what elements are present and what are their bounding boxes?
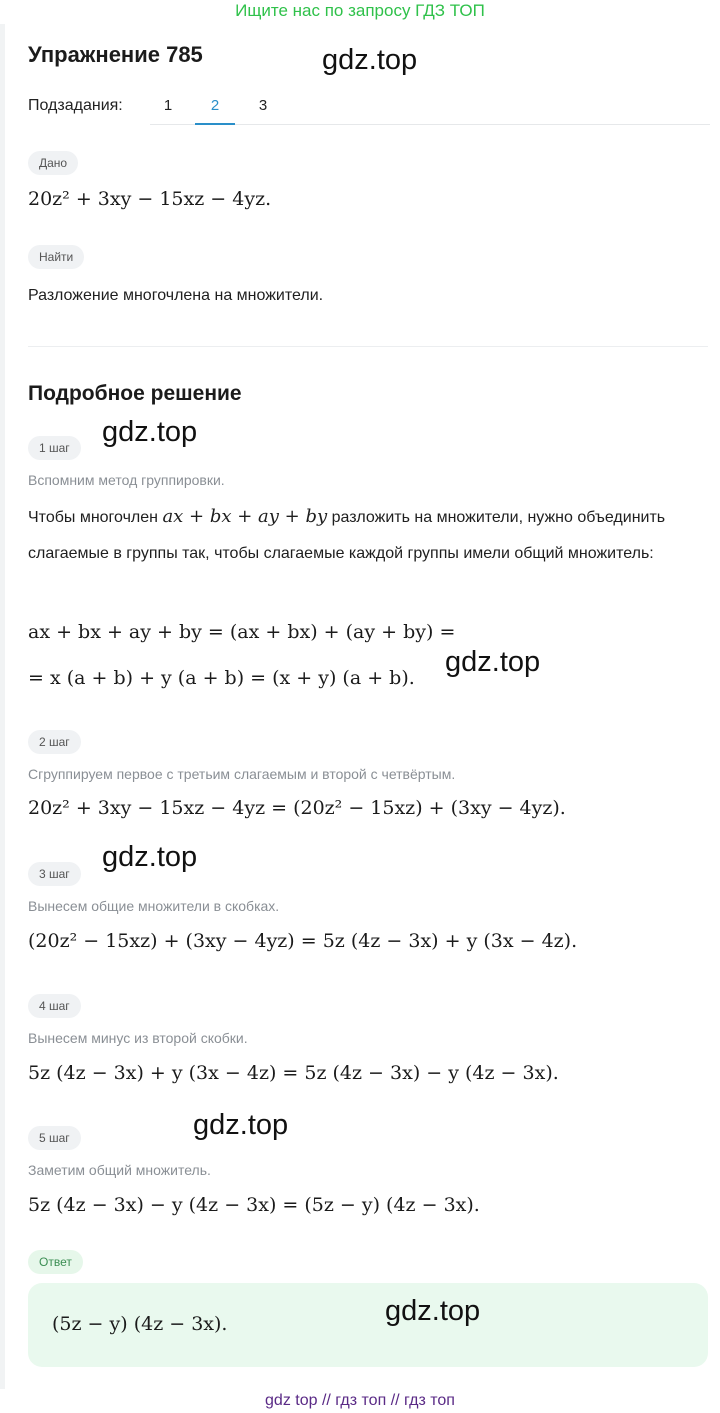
active-tab-indicator (195, 123, 235, 125)
watermark: gdz.top (102, 841, 198, 873)
step-3-note: Вынесем общие множители в скобках. (28, 898, 280, 914)
search-banner: Ищите нас по запросу ГДЗ ТОП (235, 1, 485, 20)
watermark: gdz.top (385, 1295, 481, 1327)
given-badge: Дано (28, 151, 78, 175)
answer-box (28, 1283, 708, 1367)
step-2-badge: 2 шаг (28, 730, 81, 754)
exercise-card (5, 24, 720, 1389)
step-5-note: Заметим общий множитель. (28, 1162, 211, 1178)
step-1-para-math: ax + bx + ay + by (162, 506, 328, 527)
step-1-line-2: = x (a + b) + y (a + b) = (x + y) (a + b). (28, 667, 415, 689)
subtask-tab-3[interactable]: 3 (258, 97, 268, 114)
step-1-para-after: разложить на множители, нужно объединить слагаемые в группы так, чтобы слагаемые каждой группы имели общий множитель: (28, 509, 666, 562)
watermark: gdz.top (102, 416, 198, 448)
subtask-tab-1[interactable]: 1 (163, 97, 173, 114)
step-4-note: Вынесем минус из второй скобки. (28, 1030, 248, 1046)
watermark: gdz.top (322, 44, 418, 76)
step-1-note: Вспомним метод группировки. (28, 472, 225, 488)
watermark: gdz.top (445, 646, 541, 678)
answer-badge: Ответ (28, 1250, 83, 1274)
step-5-line-1: 5z (4z − 3x) − y (4z − 3x) = (5z − y) (4z − 3x). (28, 1194, 480, 1216)
step-2-note: Сгруппируем первое с третьим слагаемым и второй с четвёртым. (28, 766, 456, 782)
step-4-badge: 4 шаг (28, 994, 81, 1018)
step-3-line-1: (20z² − 15xz) + (3xy − 4yz) = 5z (4z − 3x) + y (3x − 4z). (28, 930, 578, 952)
given-expression: 20z² + 3xy − 15xz − 4yz. (28, 188, 272, 210)
step-1-para-before: Чтобы многочлен (28, 509, 158, 526)
watermark: gdz.top (193, 1109, 289, 1141)
step-2-line-1: 20z² + 3xy − 15xz − 4yz = (20z² − 15xz) + (3xy − 4yz). (28, 797, 566, 819)
step-3-badge: 3 шаг (28, 862, 81, 886)
step-4-line-1: 5z (4z − 3x) + y (3x − 4z) = 5z (4z − 3x) − y (4z − 3x). (28, 1062, 559, 1084)
find-text: Разложение многочлена на множители. (28, 287, 324, 304)
section-divider (28, 346, 708, 347)
footer-links[interactable]: gdz top // гдз топ // гдз топ (265, 1392, 455, 1409)
step-5-badge: 5 шаг (28, 1126, 81, 1150)
solution-title: Подробное решение (28, 382, 242, 405)
step-1-line-1: ax + bx + ay + by = (ax + bx) + (ay + by) = (28, 621, 456, 643)
find-badge: Найти (28, 245, 84, 269)
step-1-paragraph (28, 499, 698, 572)
step-1-badge: 1 шаг (28, 436, 81, 460)
subtask-tab-2[interactable]: 2 (210, 97, 220, 114)
exercise-title: Упражнение 785 (28, 42, 203, 67)
answer-expression: (5z − y) (4z − 3x). (52, 1313, 228, 1335)
subtasks-label: Подзадания: (28, 97, 123, 114)
